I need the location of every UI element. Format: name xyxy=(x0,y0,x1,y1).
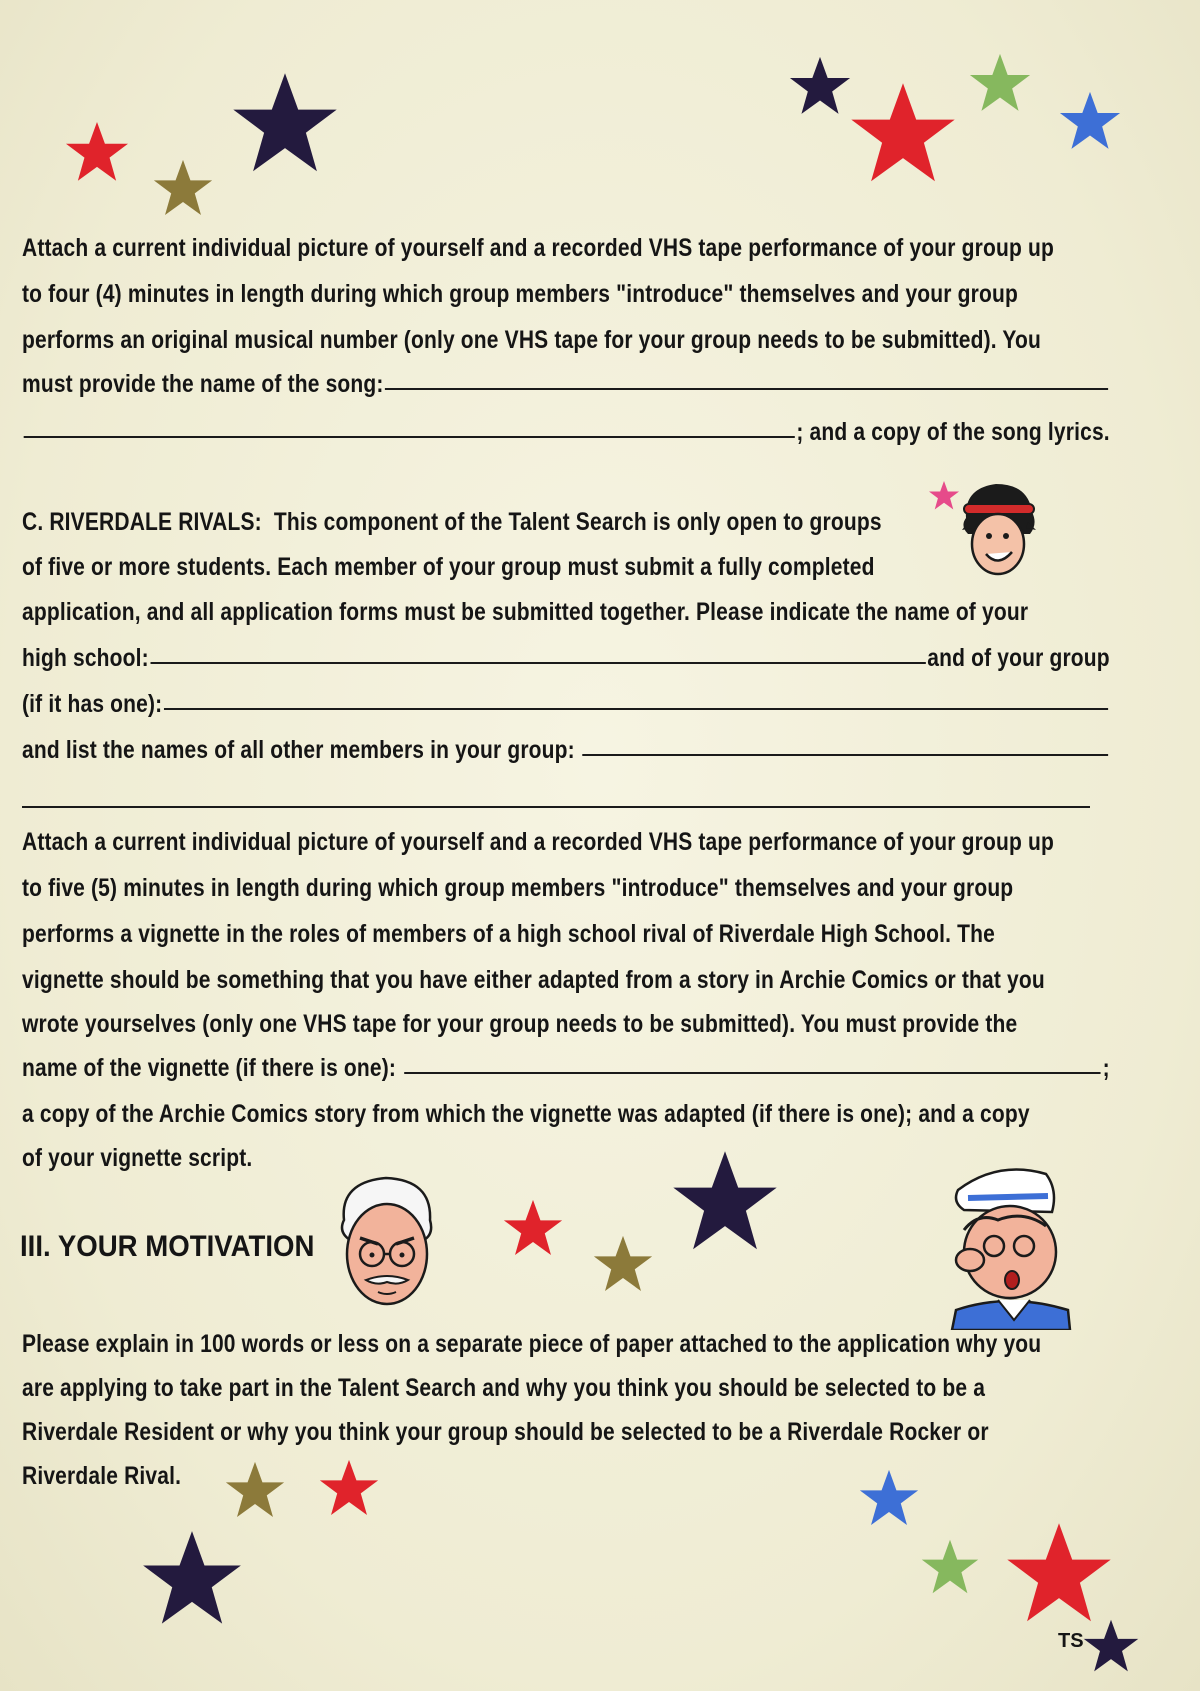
instruction-line: performs an original musical number (only one VHS tape for your group needs to be submitted). You xyxy=(22,326,1041,354)
star-icon xyxy=(920,1538,980,1598)
instruction-line: to five (5) minutes in length during which group members "introduce" themselves and your group xyxy=(22,874,1014,902)
group-name-row: (if it has one): xyxy=(22,692,1110,717)
instruction-line: performs a vignette in the roles of members of a high school rival of Riverdale High School. The xyxy=(22,920,995,948)
instruction-line: of five or more students. Each member of your group must submit a fully completed xyxy=(22,553,875,581)
star-icon xyxy=(848,80,958,190)
star-icon xyxy=(502,1198,564,1260)
star-icon xyxy=(592,1234,654,1296)
star-icon xyxy=(230,70,340,180)
page-code: TS xyxy=(1058,1630,1084,1652)
instruction-line: Attach a current individual picture of yourself and a recorded VHS tape performance of your group up xyxy=(22,234,1054,262)
star-icon xyxy=(670,1148,780,1258)
star-icon xyxy=(152,158,214,220)
instruction-line: wrote yourselves (only one VHS tape for your group needs to be submitted). You must provide the xyxy=(22,1010,1018,1038)
instruction-line: a copy of the Archie Comics story from which the vignette was adapted (if there is one); and a copy xyxy=(22,1100,1030,1128)
song-lyrics-row: ; and a copy of the song lyrics. xyxy=(22,420,1110,445)
motivation-line: Please explain in 100 words or less on a separate piece of paper attached to the application why you xyxy=(22,1330,1042,1358)
instruction-line: to four (4) minutes in length during which group members "introduce" themselves and your group xyxy=(22,280,1018,308)
star-icon xyxy=(224,1460,286,1522)
group-name-field[interactable] xyxy=(164,708,1108,710)
motivation-line: Riverdale Rival. xyxy=(22,1462,182,1490)
section-title: III. YOUR MOTIVATION xyxy=(20,1230,315,1263)
instruction-line: application, and all application forms must be submitted together. Please indicate the name of your xyxy=(22,598,1029,626)
instruction-line: of your vignette script. xyxy=(22,1144,253,1172)
high-school-row: high school: and of your group xyxy=(22,644,1110,672)
vignette-name-field[interactable] xyxy=(404,1072,1101,1074)
motivation-line: Riverdale Resident or why you think your group should be selected to be a Riverdale Rocker or xyxy=(22,1418,989,1446)
star-icon xyxy=(968,52,1032,116)
star-icon xyxy=(788,55,852,119)
jughead-face-illustration xyxy=(956,478,1040,588)
mr-lodge-chef-face-illustration xyxy=(928,1160,1078,1330)
song-name-field[interactable] xyxy=(385,388,1108,390)
star-icon xyxy=(140,1528,244,1632)
star-icon xyxy=(318,1458,380,1520)
section-c-heading-line: C. RIVERDALE RIVALS: This component of the Talent Search is only open to groups xyxy=(22,508,882,536)
motivation-line: are applying to take part in the Talent Search and why you think you should be selected to be a xyxy=(22,1374,986,1402)
star-icon xyxy=(858,1468,920,1530)
vignette-name-row: name of the vignette (if there is one): ; xyxy=(22,1054,1110,1082)
group-members-field[interactable] xyxy=(583,754,1109,756)
star-icon xyxy=(1058,90,1122,154)
high-school-field[interactable] xyxy=(151,662,926,664)
section-c-heading: C. RIVERDALE RIVALS: xyxy=(22,508,262,536)
principal-weatherbee-face-illustration xyxy=(332,1168,442,1314)
star-icon xyxy=(1004,1520,1114,1630)
group-members-field-line2[interactable] xyxy=(22,806,1090,808)
members-row: and list the names of all other members in your group: xyxy=(22,738,1110,763)
song-name-row: must provide the name of the song: xyxy=(22,372,1110,397)
song-name-field-continued[interactable] xyxy=(24,436,795,438)
instruction-line: vignette should be something that you have either adapted from a story in Archie Comics or that you xyxy=(22,966,1045,994)
star-icon xyxy=(64,120,130,186)
instruction-line: Attach a current individual picture of yourself and a recorded VHS tape performance of your group up xyxy=(22,828,1054,856)
star-icon xyxy=(1082,1618,1140,1676)
